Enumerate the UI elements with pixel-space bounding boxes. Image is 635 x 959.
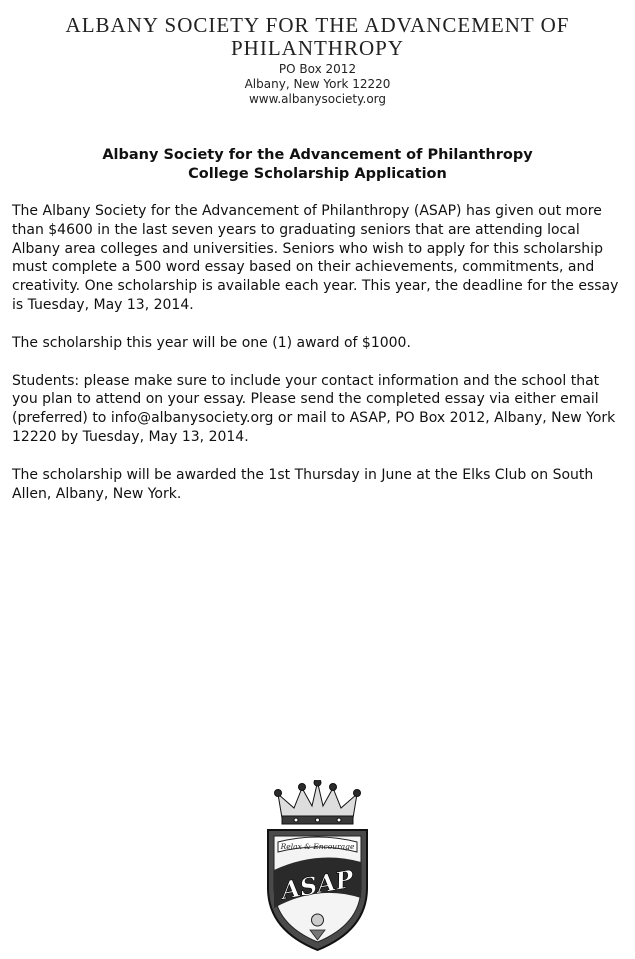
city-state-zip: Albany, New York 12220 <box>244 77 391 91</box>
heading-line-1: Albany Society for the Advancement of Philanthropy <box>102 147 533 163</box>
po-box: PO Box 2012 <box>278 62 357 76</box>
motto-text: Relax & Encourage <box>280 842 355 851</box>
paragraph-award: The scholarship this year will be one (1) award of $1000. <box>12 334 411 351</box>
logo-letters: ASAP <box>279 863 356 906</box>
document-heading <box>0 146 635 184</box>
organization-name: ALBANY SOCIETY FOR THE ADVANCEMENT OF PHILANTHROPY <box>65 13 570 60</box>
address-block <box>0 62 635 107</box>
website-link[interactable]: www.albanysociety.org <box>248 92 387 106</box>
paragraph-intro: The Albany Society for the Advancement of Philanthropy (ASAP) has given out more than $4600 in the last seven years to graduating seniors that are attending local Albany area colleges and universities. Seniors who wish to apply for this scholarship must complete a 500 word essay based on their achievements, commitments, and creativity. One scholarship is available each year. This year, the deadline for the essay is Tuesday, May 13, 2014. <box>12 203 619 313</box>
paragraph-instructions: Students: please make sure to include your contact information and the school that you plan to attend on your essay. Please send the completed essay via either email (preferred) to info@albanysociety.org or mail to ASAP, PO Box 2012, Albany, New York 12220 by Tuesday, May 13, 2014. <box>12 372 616 445</box>
crown-icon <box>275 780 361 824</box>
document-body <box>12 202 624 522</box>
heading-line-2: College Scholarship Application <box>188 166 447 182</box>
letterhead <box>0 14 635 107</box>
crest-logo-icon <box>260 780 375 952</box>
paragraph-ceremony: The scholarship will be awarded the 1st Thursday in June at the Elks Club on South Allen, Albany, New York. <box>12 466 594 502</box>
